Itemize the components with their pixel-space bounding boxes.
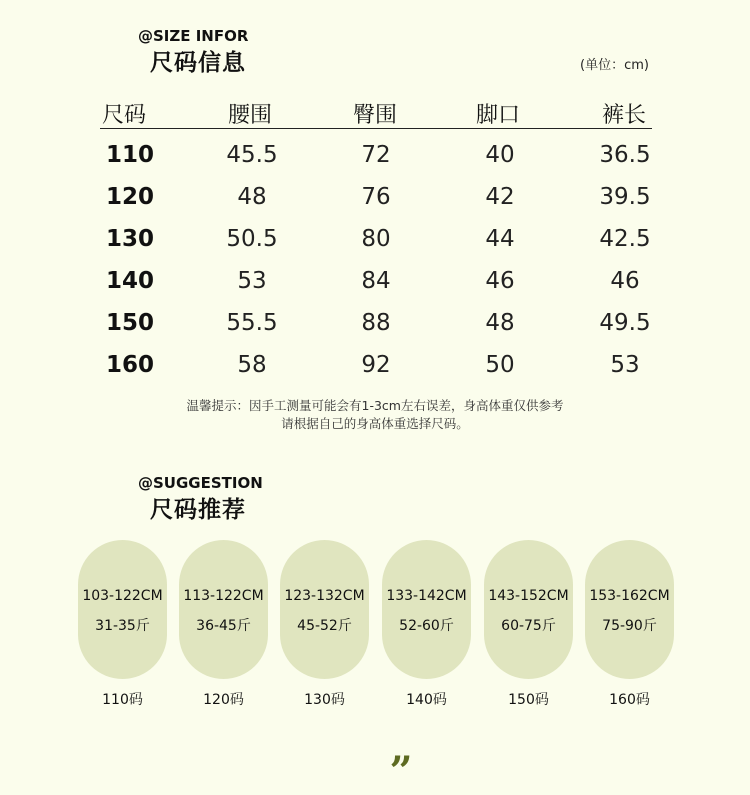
cell-length: 53 [610,352,640,378]
table-row [0,226,750,268]
cell-size: 130 [106,226,155,252]
suggestion-card-130 [280,540,369,679]
header-hip: 臀围 [353,103,398,128]
suggestion-height: 113-122CM [183,588,264,604]
suggestion-size-label: 120码 [203,692,244,708]
table-row [0,310,750,352]
header-length: 裤长 [602,103,647,128]
suggestion-weight: 75-90斤 [602,618,657,634]
cell-waist: 45.5 [226,142,278,168]
cell-size: 120 [106,184,155,210]
suggestion-weight: 36-45斤 [196,618,251,634]
cell-size: 150 [106,310,155,336]
cell-length: 49.5 [599,310,651,336]
cell-length: 39.5 [599,184,651,210]
cell-hem: 44 [485,226,515,252]
table-row [0,142,750,184]
quote-mark-icon: ” [389,748,413,795]
suggestion-card-120 [179,540,268,679]
cell-waist: 55.5 [226,310,278,336]
cell-size: 140 [106,268,155,294]
size-table-header [100,98,652,129]
header-hem: 脚口 [476,103,521,128]
suggestion-card-140 [382,540,471,679]
cell-hip: 88 [361,310,391,336]
cell-waist: 53 [237,268,267,294]
cell-waist: 58 [237,352,267,378]
cell-length: 46 [610,268,640,294]
table-row [0,268,750,310]
measurement-note-line2: 请根据自己的身高体重选择尺码。 [281,416,469,431]
size-section-title-zh: 尺码信息 [150,50,246,76]
cell-hem: 46 [485,268,515,294]
table-row [0,352,750,394]
suggestion-weight: 45-52斤 [297,618,352,634]
suggestion-size-label: 110码 [102,692,143,708]
cell-length: 42.5 [599,226,651,252]
cell-hip: 80 [361,226,391,252]
suggestion-height: 103-122CM [82,588,163,604]
cell-hem: 40 [485,142,515,168]
cell-hem: 48 [485,310,515,336]
suggestion-height: 153-162CM [589,588,670,604]
suggestion-height: 123-132CM [284,588,365,604]
suggestion-section-title-zh: 尺码推荐 [150,497,246,523]
cell-waist: 50.5 [226,226,278,252]
cell-hip: 92 [361,352,391,378]
unit-note: (单位：cm) [580,58,649,73]
suggestion-card-160 [585,540,674,679]
table-row [0,184,750,226]
suggestion-size-label: 130码 [304,692,345,708]
cell-waist: 48 [237,184,267,210]
measurement-note-line1: 温馨提示：因手工测量可能会有1-3cm左右误差，身高体重仅供参考 [186,398,564,413]
suggestion-weight: 60-75斤 [501,618,556,634]
suggestion-size-label: 160码 [609,692,650,708]
size-section-title-en: @SIZE INFOR [138,27,249,45]
suggestion-weight: 52-60斤 [399,618,454,634]
cell-hem: 50 [485,352,515,378]
suggestion-weight: 31-35斤 [95,618,150,634]
cell-hip: 72 [361,142,391,168]
suggestion-height: 133-142CM [386,588,467,604]
suggestion-card-150 [484,540,573,679]
cell-size: 110 [106,142,155,168]
header-waist: 腰围 [228,103,273,128]
suggestion-section-title-en: @SUGGESTION [138,474,263,492]
suggestion-size-label: 150码 [508,692,549,708]
suggestion-card-110 [78,540,167,679]
cell-length: 36.5 [599,142,651,168]
cell-hem: 42 [485,184,515,210]
suggestion-height: 143-152CM [488,588,569,604]
suggestion-size-label: 140码 [406,692,447,708]
header-size: 尺码 [102,103,147,128]
cell-hip: 76 [361,184,391,210]
cell-hip: 84 [361,268,391,294]
cell-size: 160 [106,352,155,378]
